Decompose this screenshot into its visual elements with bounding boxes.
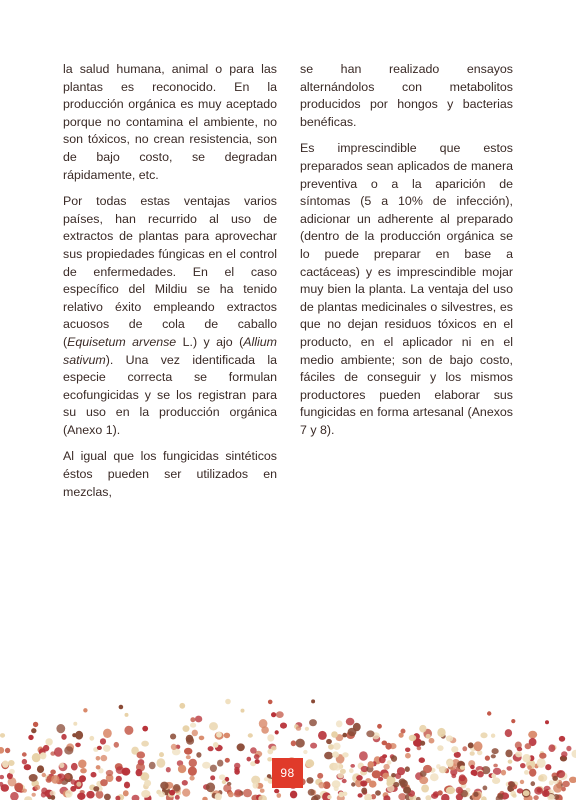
seed <box>324 752 333 760</box>
paragraph: la salud humana, animal o para las plantas es reconocido. En la producción orgánica es muy aceptado porque no contamina el ambiente, no son tóxicos, no crean resistencia, son de bajo costo, se degradan rápidamente, etc. <box>63 62 277 182</box>
seed <box>538 775 544 781</box>
seed <box>399 733 404 738</box>
seed <box>430 773 439 781</box>
species-name: Equisetum arvense <box>67 334 177 349</box>
paragraph: Al igual que los fungicidas sintéticos éstos pueden ser utilizados en mezclas, <box>63 449 277 499</box>
seed <box>523 790 530 796</box>
seed <box>346 718 355 726</box>
seed <box>237 743 245 751</box>
seed <box>189 759 197 767</box>
seed <box>280 723 287 729</box>
seed <box>54 747 63 756</box>
seed <box>50 770 56 775</box>
seed <box>501 770 506 776</box>
seed <box>86 791 94 799</box>
seed <box>65 790 73 798</box>
seed <box>533 795 538 800</box>
seed <box>480 732 487 738</box>
seed <box>552 776 558 781</box>
seed <box>309 719 317 726</box>
seed <box>537 788 542 793</box>
seed <box>248 733 253 737</box>
paragraph-text: L.) y ajo ( <box>176 334 244 349</box>
seed <box>261 726 269 734</box>
seed <box>459 774 466 781</box>
seed <box>32 793 36 797</box>
seed <box>419 757 425 763</box>
seed <box>267 734 274 741</box>
seed <box>447 760 454 767</box>
seed <box>456 787 463 794</box>
seed <box>522 754 530 762</box>
seed <box>274 789 279 793</box>
seed <box>446 787 455 794</box>
seed <box>492 748 499 754</box>
page-number-box <box>272 758 303 788</box>
seed <box>171 744 177 750</box>
seed <box>303 750 307 754</box>
seed <box>217 760 223 767</box>
seed <box>78 760 86 769</box>
seed <box>368 761 375 768</box>
seed <box>42 773 46 777</box>
seed <box>219 774 226 780</box>
seed <box>517 788 523 793</box>
seed <box>405 753 411 759</box>
seed <box>423 765 432 773</box>
seed <box>437 745 443 751</box>
page-number: 98 <box>280 766 295 780</box>
seed <box>275 730 279 734</box>
seed <box>195 716 202 723</box>
seed <box>296 739 305 748</box>
seed <box>385 743 391 750</box>
seed <box>64 746 73 754</box>
seed <box>305 727 309 731</box>
seed <box>271 712 276 717</box>
seed <box>250 747 257 753</box>
seed <box>446 735 453 741</box>
seed <box>93 786 99 791</box>
seed <box>136 769 143 776</box>
seed <box>14 783 23 792</box>
seed <box>208 746 214 751</box>
seed <box>351 782 355 786</box>
seed <box>158 791 165 797</box>
seed <box>123 790 129 796</box>
seed <box>327 795 332 799</box>
seed <box>356 775 363 781</box>
seed <box>421 785 429 793</box>
seed <box>255 759 260 764</box>
seed <box>96 791 104 799</box>
seed <box>24 796 32 800</box>
seed <box>342 779 347 783</box>
seed <box>333 743 341 750</box>
seed <box>186 737 194 745</box>
seed <box>32 753 41 762</box>
seed <box>342 733 347 738</box>
seed <box>10 792 19 800</box>
seed <box>397 767 405 775</box>
seed <box>243 789 252 797</box>
seed <box>487 711 491 715</box>
seed <box>141 790 150 798</box>
seed <box>210 765 217 772</box>
paragraph: Es imprescindible que estos preparados sean aplicados de manera preventiva o a la aparición de síntomas (5 a 10% de infección), adicionar un adherente al preparado (dentro de la producción orgánica se lo puede preparar en base a cactáceas) y es imprescindible mojar muy bien la planta. La ventaja del uso de plantas medicinales o silvestres, es que no dejan residuos tóxicos en el producto, en el aplicador ni en el medio ambiente; son de bajo costo, fáciles de conseguir y los mismos productores pueden elaborar sus fungicidas en forma artesanal (Anexos 7 y 8). <box>300 141 513 437</box>
seed <box>310 743 317 749</box>
seed <box>470 751 475 756</box>
seed <box>124 782 130 789</box>
seed <box>531 781 536 786</box>
seed <box>438 790 443 795</box>
seed <box>505 729 512 737</box>
seed <box>441 794 449 800</box>
seed <box>125 713 129 717</box>
seed <box>507 766 513 771</box>
seed <box>372 770 381 778</box>
seed <box>542 790 550 797</box>
seed <box>267 749 273 755</box>
seed <box>348 728 357 737</box>
seed <box>33 722 38 727</box>
left-column <box>63 61 277 510</box>
seed <box>537 758 546 768</box>
seed <box>142 726 148 732</box>
seed <box>225 699 231 705</box>
seed <box>71 779 77 784</box>
seed <box>556 770 565 778</box>
seed <box>104 794 111 800</box>
seed <box>224 733 230 739</box>
seed <box>308 789 315 796</box>
seed <box>515 751 522 757</box>
seed <box>331 731 338 738</box>
seed <box>35 785 41 790</box>
seed <box>119 705 124 710</box>
seed <box>234 767 239 772</box>
seed <box>359 751 368 760</box>
seed <box>491 754 496 758</box>
seed <box>137 751 146 758</box>
seed <box>182 780 188 786</box>
seed <box>375 790 381 795</box>
seed <box>89 736 94 741</box>
seed <box>0 775 4 779</box>
seed <box>491 774 496 779</box>
seed <box>403 787 411 794</box>
seed <box>179 703 185 709</box>
seed <box>525 743 532 749</box>
seed <box>234 791 242 797</box>
seed <box>0 747 4 754</box>
seed <box>228 792 234 798</box>
seed <box>100 738 106 744</box>
seed <box>400 780 408 788</box>
seed <box>360 780 367 786</box>
seed <box>314 794 321 800</box>
seed <box>429 738 435 744</box>
seed <box>512 794 517 798</box>
seed <box>0 733 5 738</box>
seed <box>377 724 382 729</box>
seed <box>336 720 343 727</box>
seed <box>291 740 296 746</box>
seed <box>431 793 438 799</box>
seed <box>9 769 15 774</box>
seed <box>317 773 323 779</box>
seed <box>76 782 81 787</box>
seed <box>72 733 76 737</box>
seed <box>483 786 488 791</box>
seed <box>437 728 445 737</box>
seed <box>520 763 526 768</box>
seed <box>22 759 27 765</box>
seed <box>260 789 265 793</box>
seed <box>216 732 222 738</box>
seed <box>190 717 195 722</box>
seed <box>337 773 344 778</box>
seed <box>405 748 410 753</box>
seed <box>387 785 395 792</box>
seed <box>468 742 474 748</box>
seed <box>481 796 487 800</box>
seed <box>566 746 571 751</box>
seed <box>73 722 77 726</box>
seed <box>80 768 87 773</box>
seed <box>318 782 324 788</box>
seed <box>326 739 332 744</box>
paragraph: se han realizado ensayos alternándolos con metabolitos producidos por hongos y bacterias benéficas. <box>300 62 513 129</box>
seed <box>196 752 201 758</box>
seed <box>306 777 313 784</box>
seed <box>493 764 498 768</box>
seed <box>511 719 515 723</box>
seed <box>116 766 125 774</box>
seed <box>420 741 425 746</box>
seed <box>149 762 156 770</box>
seed <box>425 795 431 800</box>
seed <box>5 748 10 753</box>
seed <box>492 777 500 784</box>
seed <box>426 734 431 739</box>
right-column <box>300 61 513 448</box>
species-name: Allium sativum <box>63 334 277 367</box>
seed <box>79 775 86 782</box>
seed <box>296 726 301 731</box>
seed <box>366 730 374 737</box>
seed <box>264 777 269 781</box>
seed <box>157 758 166 767</box>
seed <box>358 793 363 797</box>
seed <box>553 784 562 793</box>
seed <box>103 729 112 738</box>
seed <box>100 779 108 786</box>
seed <box>83 708 87 712</box>
seed <box>202 762 210 769</box>
seed <box>40 752 47 759</box>
seed <box>178 765 186 773</box>
seed <box>96 765 101 769</box>
seed <box>470 765 475 769</box>
seed <box>114 742 119 748</box>
seed <box>223 784 231 792</box>
seed <box>471 770 478 776</box>
seed <box>527 765 532 770</box>
seed <box>141 741 149 747</box>
seed <box>103 745 111 752</box>
seed <box>45 738 52 745</box>
seed <box>192 730 198 737</box>
seed <box>106 770 113 776</box>
seed <box>186 755 191 759</box>
seed <box>539 753 546 759</box>
seed <box>100 755 107 761</box>
seed <box>184 748 192 755</box>
seed <box>77 793 85 800</box>
seed <box>247 757 252 762</box>
seed <box>190 723 196 728</box>
seed <box>419 776 428 784</box>
seed <box>419 725 426 733</box>
seed <box>350 764 355 768</box>
seed <box>199 736 205 741</box>
seed <box>51 795 56 800</box>
seed <box>409 735 417 741</box>
seed <box>2 760 9 767</box>
seed <box>277 793 282 798</box>
paragraph <box>63 193 277 439</box>
paragraph-text: Por todas estas ventajas varios países, han recurrido al uso de extractos de plantas para aprovechar sus propiedades fúngicas en el control de enfermedades. En el caso específico del Mildiu se ha tenido relativo éxito empleando extractos acuosos de cola de caballo ( <box>63 194 277 349</box>
seed <box>116 776 122 782</box>
seed <box>225 758 230 763</box>
seed <box>505 750 512 758</box>
seed <box>209 722 218 730</box>
seed <box>361 788 367 794</box>
seed <box>485 756 490 761</box>
seed <box>91 772 97 778</box>
seed <box>477 771 484 777</box>
seed <box>528 731 537 739</box>
seed <box>311 699 315 703</box>
seed <box>318 731 327 740</box>
seed <box>56 724 65 733</box>
seed <box>332 751 339 757</box>
seed <box>473 792 478 797</box>
seed <box>31 728 36 733</box>
seed <box>520 780 524 784</box>
seed <box>508 760 513 764</box>
seed <box>460 766 465 770</box>
seed <box>37 765 44 773</box>
seed <box>22 752 27 756</box>
seed <box>305 759 314 767</box>
seed <box>71 763 78 771</box>
seed <box>222 780 226 784</box>
seed <box>75 743 81 748</box>
seed <box>124 726 133 735</box>
seed <box>562 781 570 787</box>
seed <box>439 766 447 773</box>
seed <box>349 768 354 773</box>
seed <box>169 790 175 796</box>
seed <box>545 764 551 770</box>
seed <box>51 775 59 784</box>
seed <box>254 754 260 759</box>
seed <box>451 774 456 778</box>
seed <box>462 746 467 751</box>
seed <box>175 795 180 800</box>
seed <box>405 766 410 772</box>
paragraph-text: ). Una vez identificada la especie correcta se formulan ecofungicidas y se los registran para su uso en la producción orgánica (Anexo 1). <box>63 352 277 437</box>
seed <box>572 750 576 758</box>
seed <box>213 742 219 748</box>
seed <box>144 780 151 787</box>
seed <box>96 756 101 761</box>
seed <box>383 764 389 770</box>
seed <box>253 782 259 788</box>
seed <box>24 764 31 770</box>
seed <box>268 700 273 705</box>
seed <box>188 767 197 776</box>
seed <box>391 755 397 762</box>
seed <box>182 789 190 797</box>
seed <box>332 780 341 788</box>
seed <box>548 744 555 752</box>
seed <box>509 781 515 787</box>
seed <box>190 776 195 781</box>
seed <box>29 774 38 782</box>
seed <box>474 741 483 751</box>
seed <box>8 760 15 766</box>
seed <box>561 751 567 757</box>
seed <box>160 782 168 790</box>
seed <box>559 736 565 742</box>
seed <box>524 770 529 775</box>
seed <box>183 725 190 732</box>
seed <box>132 795 140 800</box>
seed <box>97 746 102 750</box>
seed <box>391 773 396 777</box>
seed <box>343 792 348 796</box>
seed <box>159 752 164 757</box>
seed <box>241 709 245 713</box>
seed <box>545 720 549 724</box>
seed <box>497 793 503 799</box>
seed <box>451 746 458 753</box>
seed <box>210 775 215 780</box>
seed <box>393 782 399 787</box>
seed <box>517 747 522 751</box>
seed <box>61 734 66 740</box>
seed <box>206 783 215 793</box>
seed <box>382 754 387 758</box>
seed <box>561 787 566 792</box>
seed <box>166 767 171 772</box>
seed <box>342 752 349 757</box>
seed <box>170 734 176 740</box>
seed <box>491 734 495 738</box>
seed <box>569 777 576 783</box>
seed <box>28 735 33 740</box>
seed <box>290 791 297 799</box>
seed <box>276 711 284 718</box>
seed <box>41 788 47 795</box>
seed <box>333 763 342 771</box>
seed <box>59 763 64 768</box>
